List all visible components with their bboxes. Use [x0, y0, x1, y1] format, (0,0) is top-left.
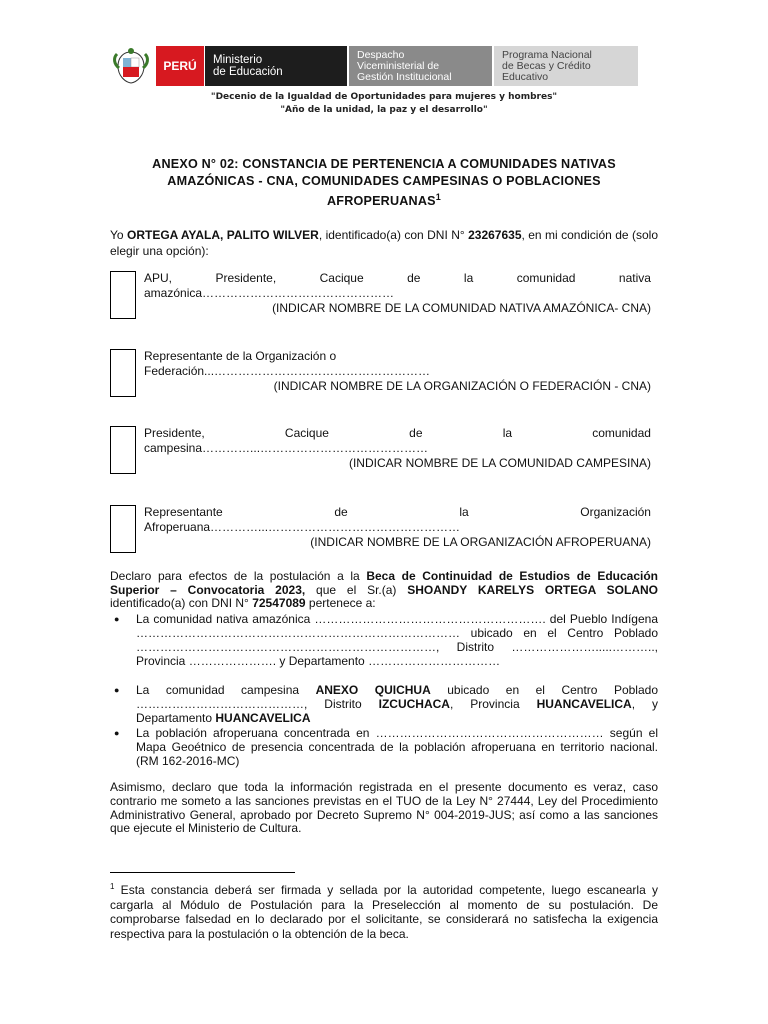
option-checkbox-federation[interactable]: [110, 349, 136, 397]
option-afroperuvian-note: (INDICAR NOMBRE DE LA ORGANIZACIÓN AFROPERUANA): [310, 535, 651, 549]
bullet-dot-icon: ●: [114, 685, 120, 695]
option-federation-note: (INDICAR NOMBRE DE LA ORGANIZACIÓN O FEDERACIÓN - CNA): [273, 379, 651, 393]
district-name: IZCUCHACA: [378, 697, 450, 711]
scholarship-name: Beca de Continuidad de Estudios de Educación Superior – Convocatoria 2023,: [110, 569, 659, 597]
declaration-paragraph: Declaro para efectos de la postulación a la Beca de Continuidad de Estudios de Educación Superior – Convocatoria 2023, que el Sr.(a) SHOANDY KARELYS ORTEGA SOLANO identificado(a) con DNI N° 72547089 pertenece a:: [110, 569, 659, 610]
motto-year: "Año de la unidad, la paz y el desarrollo": [280, 105, 488, 115]
option-checkbox-peasant[interactable]: [110, 426, 136, 474]
footnote: $^1$ Esta constancia deberá ser firmada y sellada por la autoridad competente, luego escanearla y cargarla al Módulo de Postulación para la Preselección al momento de su postulación. De comprobarse falsedad en lo declarado por el solicitante, se considerará no satisfecha la exigencia respectiva para la postulación o la obtención de la beca.: [110, 882, 658, 941]
option-checkbox-afroperuvian[interactable]: [110, 505, 136, 553]
ministry-line-1: Ministerio: [213, 54, 263, 66]
province-name: HUANCAVELICA: [536, 697, 632, 711]
footnote-mark: 1: [110, 882, 115, 891]
footnote-ref: 1: [435, 192, 441, 202]
program-line-3: Educativo: [502, 70, 549, 83]
student-dni: 72547089: [252, 596, 306, 610]
peru-logo: PERÚ: [156, 46, 204, 86]
office-line-2: Viceministerial de: [357, 59, 440, 72]
option-checkbox-apu[interactable]: [110, 271, 136, 319]
option-peasant: Presidente, Cacique de la comunidad campesina…………...…………………………………… (INDICAR NOMBRE DE LA COMUNIDAD CAMPESINA): [144, 426, 651, 470]
declarant-name: ORTEGA AYALA, PALITO WILVER: [127, 228, 319, 242]
department-name: HUANCAVELICA: [215, 711, 311, 725]
student-name: SHOANDY KARELYS ORTEGA SOLANO: [407, 582, 658, 597]
program-line-1: Programa Nacional: [502, 48, 592, 61]
bullet-native-community: ● La comunidad nativa amazónica …………………………………………………. del Pueblo Indígena ……………………………………………………………………… ubicado en el Centro Poblado …………………………………………………………………, Distrito ………………….....……….., Provincia …………………. y Departamento ……………………………: [114, 612, 658, 668]
option-afroperuvian: Representante de la Organización Afroperuana…………...………………………………………… (INDICAR NOMBRE DE LA ORGANIZACIÓN AFROPERUANA): [144, 505, 651, 549]
peru-coat-of-arms-icon: [108, 46, 154, 86]
office-line-3: Gestión Institucional: [357, 70, 452, 83]
declarant-dni: 23267635: [468, 228, 522, 242]
document-title: [110, 156, 658, 210]
option-apu: APU, Presidente, Cacique de la comunidad nativa amazónica………………………………………… (INDICAR NOMBRE DE LA COMUNIDAD NATIVA AMAZÓNICA- CNA): [144, 271, 651, 315]
bullet-dot-icon: ●: [114, 728, 120, 738]
bullet-peasant-community: ● La comunidad campesina ANEXO QUICHUA ubicado en el Centro Poblado ……………………………………, Distrito IZCUCHACA, Provincia HUANCAVELICA, y Departamento HUANCAVELICA: [114, 683, 659, 725]
program-logo: [494, 46, 638, 86]
option-peasant-note: (INDICAR NOMBRE DE LA COMUNIDAD CAMPESINA): [348, 456, 651, 470]
intro-paragraph: Yo ORTEGA AYALA, PALITO WILVER, identificado(a) con DNI N° 23267635, en mi condición de (solo elegir una opción):: [110, 228, 658, 258]
footnote-divider: [110, 872, 295, 873]
office-line-1: Despacho: [357, 48, 405, 61]
motto-decade: "Decenio de la Igualdad de Oportunidades para mujeres y hombres": [210, 92, 558, 102]
closing-paragraph: Asimismo, declaro que toda la información registrada en el presente documento es veraz, caso contrario me someto a las sanciones previstas en el TUO de la Ley N° 27444, Ley del Procedimiento Administrativo General, aprobado por Decreto Supremo N° 004-2019-JUS; así como a las sanciones que ejecute el Ministerio de Cultura.: [110, 780, 658, 836]
office-logo: [349, 46, 492, 86]
community-name: ANEXO QUICHUA: [315, 683, 431, 697]
ministry-logo: [205, 46, 347, 86]
ministry-line-2: de Educación: [213, 66, 283, 78]
bullet-afroperuvian: ● La población afroperuana concentrada en ………………………………………………… según el Mapa Geoétnico de presencia concentrada de la población afroperuana en territorio nacional. (RM 162-2016-MC): [114, 726, 658, 768]
title-line-1: ANEXO N° 02: CONSTANCIA DE PERTENENCIA A COMUNIDADES NATIVAS: [152, 157, 616, 171]
program-line-2: de Becas y Crédito: [502, 59, 591, 72]
title-line-3: AFROPERUANAS: [327, 194, 436, 209]
title-line-2: AMAZÓNICAS - CNA, COMUNIDADES CAMPESINAS O POBLACIONES: [167, 173, 601, 188]
option-federation: Representante de la Organización o Federación...……………………………………………… (INDICAR NOMBRE DE LA ORGANIZACIÓN O FEDERACIÓN - CNA): [144, 349, 651, 393]
option-apu-note: (INDICAR NOMBRE DE LA COMUNIDAD NATIVA AMAZÓNICA- CNA): [272, 301, 651, 315]
bullet-dot-icon: ●: [114, 614, 120, 624]
